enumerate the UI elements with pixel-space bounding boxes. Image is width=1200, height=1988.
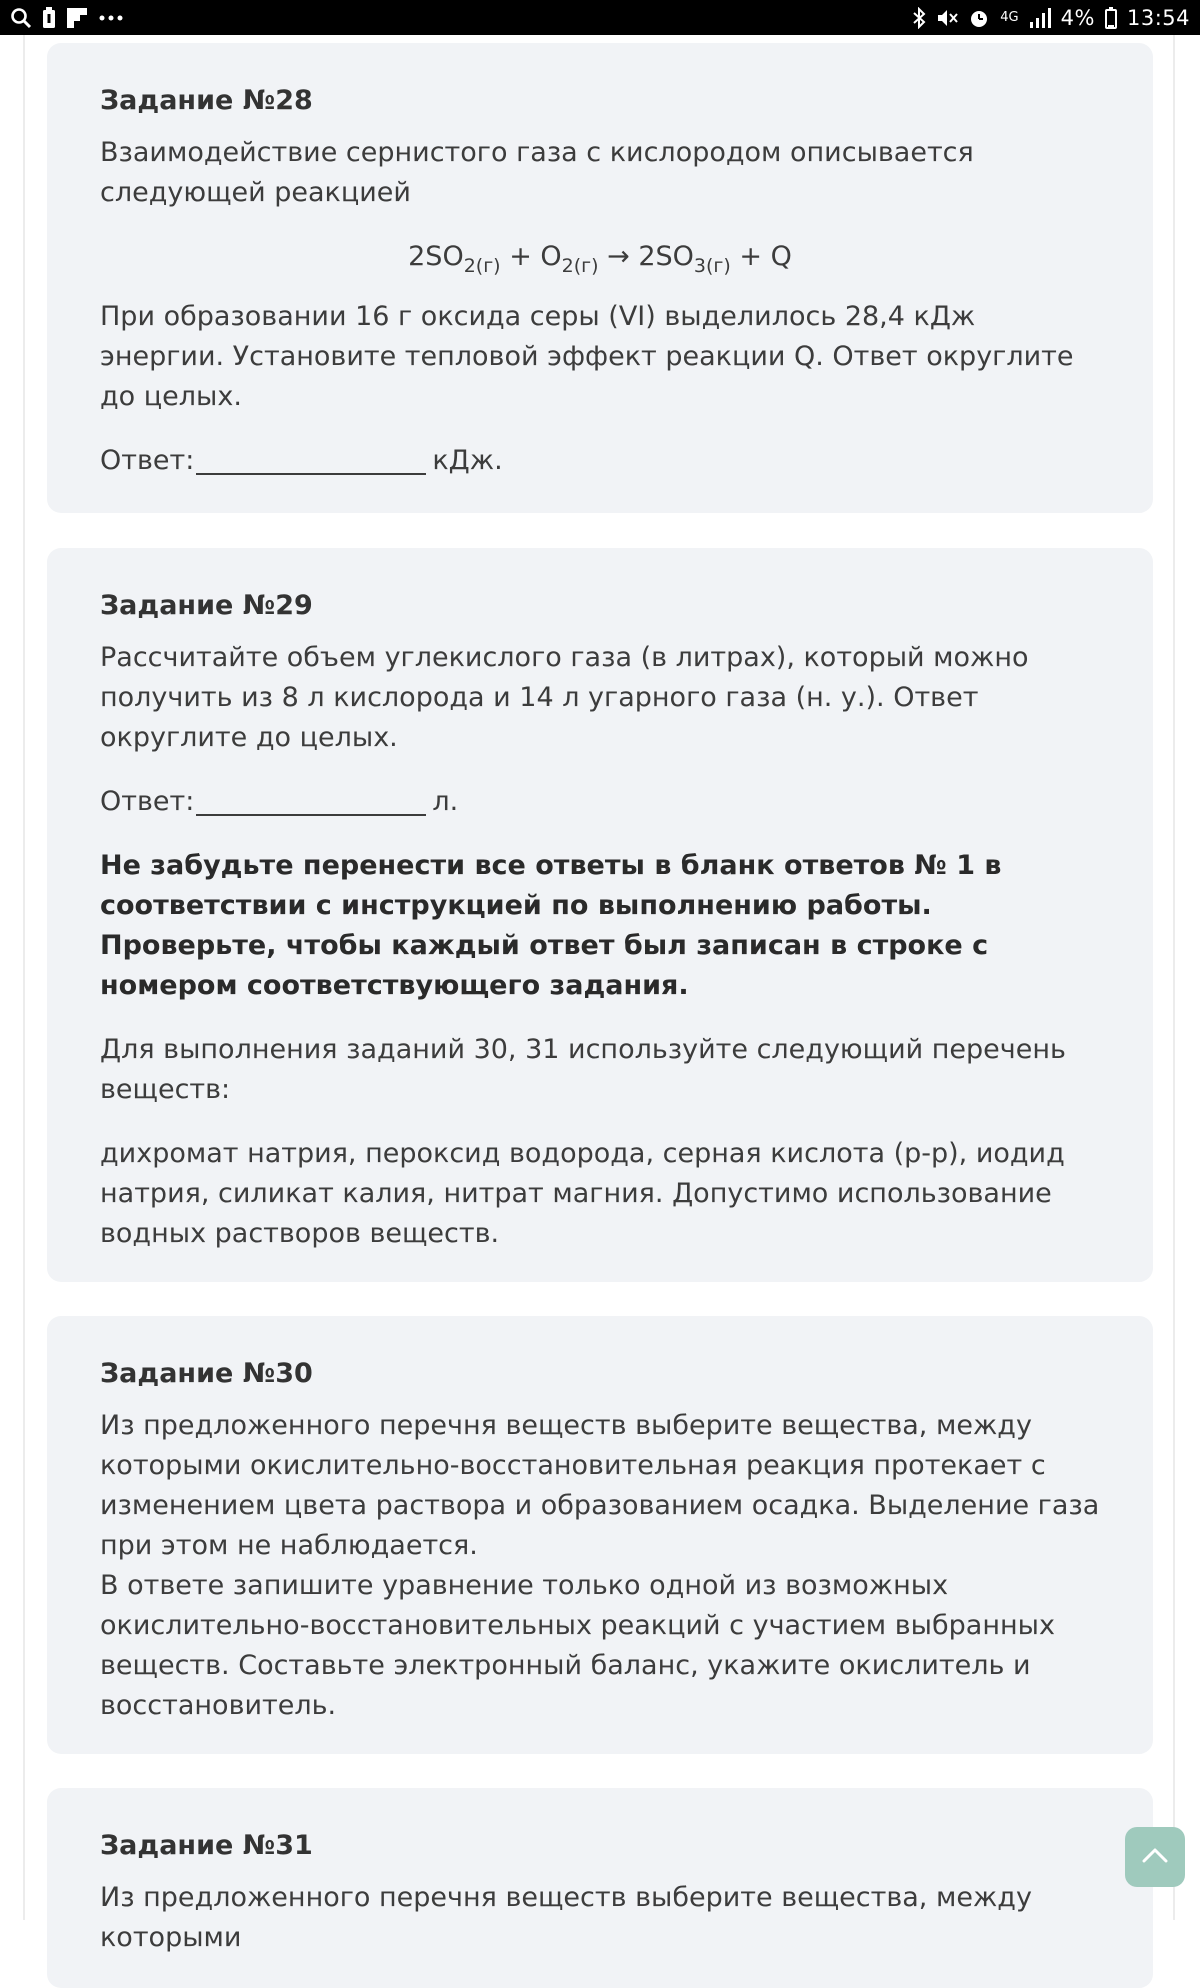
task-body: Из предложенного перечня веществ выберите вещества, между которыми [100,1882,1032,1953]
task-card-31 [47,1788,1153,1988]
task-card-29 [47,548,1153,1282]
flipboard-icon [66,7,88,29]
task-body: При образовании 16 г оксида серы (VI) выделилось 28,4 кДж энергии. Установите тепловой эффект реакции Q. Ответ округлите до целых. [100,301,1074,412]
answer-field [100,782,1100,822]
search-icon [10,7,32,29]
task-title: Задание №31 [100,1830,313,1861]
task-title: Задание №29 [100,590,313,621]
answer-blank [196,443,426,475]
battery-percent: 4% [1060,5,1095,30]
answer-unit: кДж. [432,445,503,476]
answer-label: Ответ: [100,786,195,817]
task-body-2: В ответе запишите уравнение только одной из возможных окислительно-восстановительных реакций с участием выбранных веществ. Составьте электронный баланс, укажите окислитель и восстановитель. [100,1570,1055,1721]
more-icon [98,14,124,22]
substance-list: дихромат натрия, пероксид водорода, серная кислота (р-р), иодид натрия, силикат калия, нитрат магния. Допустимо использование водных растворов веществ. [100,1138,1065,1249]
battery-saver-icon [42,7,56,29]
scroll-to-top-button[interactable] [1125,1827,1185,1887]
task-card-28 [47,43,1153,513]
signal-icon [1029,8,1051,28]
network-type: 4G [1000,10,1019,25]
battery-icon [1105,7,1117,29]
task-body: Рассчитайте объем углекислого газа (в литрах), который можно получить из 8 л кислорода и 14 л угарного газа (н. у.). Ответ округлите до целых. [100,642,1029,753]
answer-field [100,441,1100,481]
task-intro: Взаимодействие сернистого газа с кислородом описывается следующей реакцией [100,137,974,208]
answer-blank [196,784,426,816]
clock: 13:54 [1126,5,1190,30]
substance-list-intro: Для выполнения заданий 30, 31 используйте следующий перечень веществ: [100,1034,1066,1105]
bluetooth-icon [912,7,926,29]
task-body: Из предложенного перечня веществ выберите вещества, между которыми окислительно-восстановительная реакция протекает с изменением цвета раствора и образованием осадка. Выделение газа при этом не наблюдается. [100,1410,1100,1561]
answer-label: Ответ: [100,445,195,476]
task-title: Задание №30 [100,1358,313,1389]
instruction-note: Не забудьте перенести все ответы в бланк ответов № 1 в соответствии с инструкцией по выполнению работы. Проверьте, чтобы каждый ответ был записан в строке с номером соответствующего задания. [100,850,1002,1001]
mute-icon [936,7,958,29]
status-bar [0,0,1200,35]
reaction-equation: $2SO_{2(г)} + O_{2(г)} \to 2SO_{3(г)} + Q$ [408,241,792,277]
task-title: Задание №28 [100,85,313,116]
answer-unit: л. [432,786,459,817]
task-card-30 [47,1316,1153,1754]
chevron-up-icon [1141,1846,1169,1868]
alarm-icon [968,7,990,29]
